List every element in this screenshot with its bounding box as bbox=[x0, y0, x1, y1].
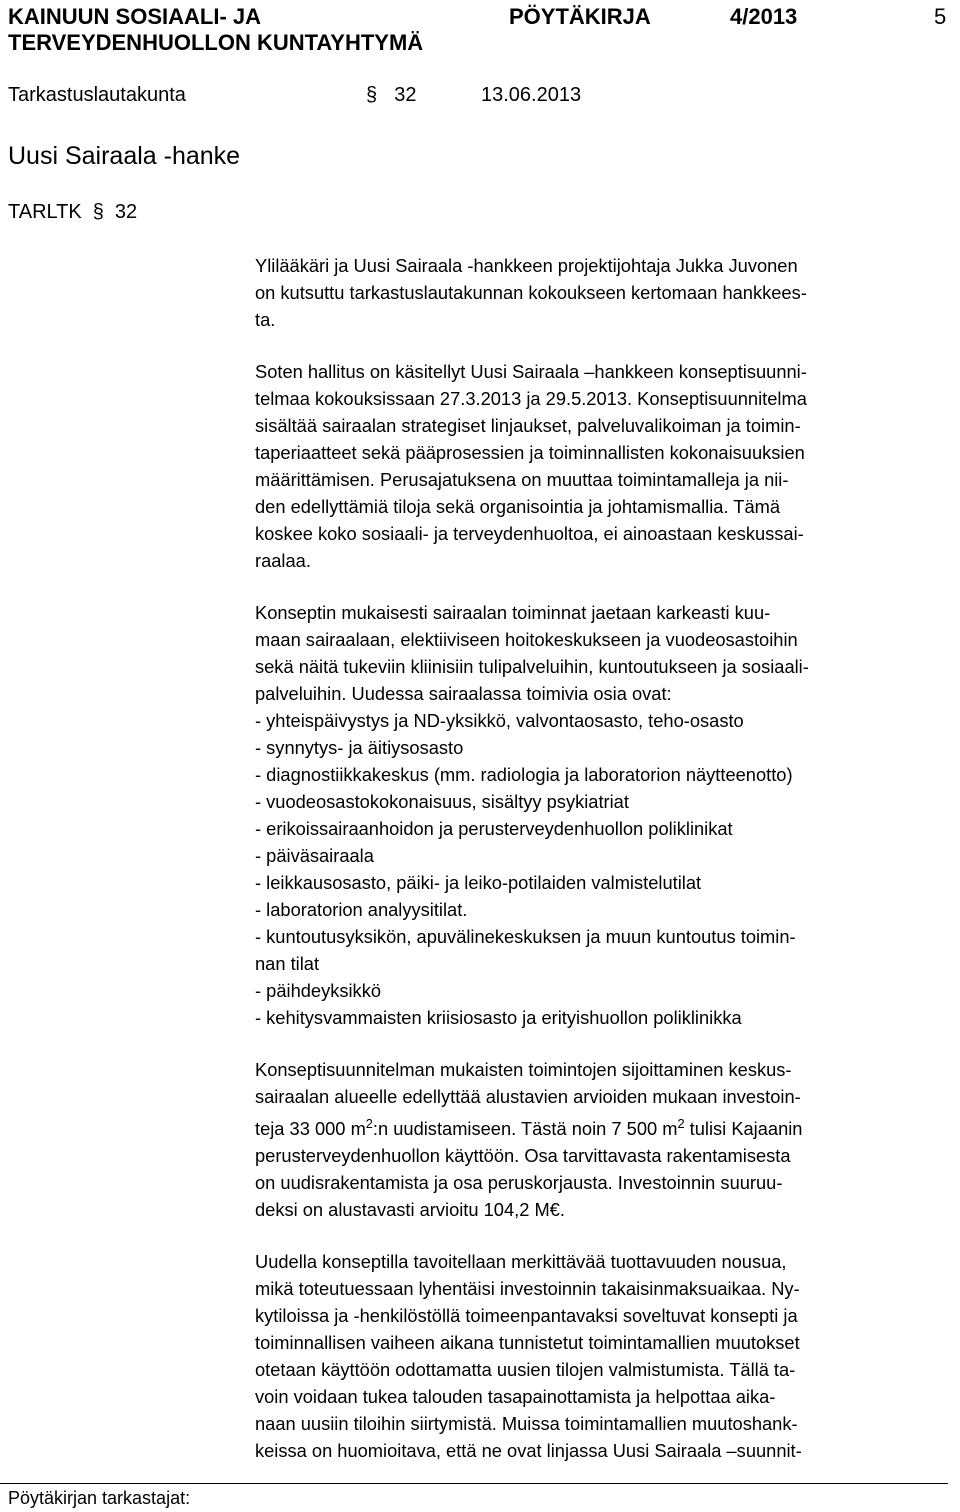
text-line: on kutsuttu tarkastuslautakunnan kokoukseen kertomaan hankkees- bbox=[255, 282, 807, 303]
text-line: sairaalan alueelle edellyttää alustavien arvioiden mukaan investoin- bbox=[255, 1086, 801, 1107]
list-item: - diagnostiikkakeskus (mm. radiologia ja laboratorion näytteenotto) bbox=[255, 764, 793, 785]
paragraph-board-decision bbox=[255, 358, 955, 574]
list-item: - yhteispäivystys ja ND-yksikkö, valvontaosasto, teho-osasto bbox=[255, 710, 744, 731]
paragraph-productivity bbox=[255, 1248, 955, 1464]
list-item: - laboratorion analyysitilat. bbox=[255, 899, 468, 920]
text-line: voin voidaan tukea talouden tasapainottamista ja helpottaa aika- bbox=[255, 1386, 776, 1408]
list-item: - päihdeyksikkö bbox=[255, 980, 381, 1001]
text-line: perusterveydenhuollon käyttöön. Osa tarvittavasta rakentamisesta bbox=[255, 1145, 791, 1167]
paragraph-concept-units bbox=[255, 599, 955, 1031]
text-line: ta. bbox=[255, 309, 276, 330]
text-line: Soten hallitus on käsitellyt Uusi Sairaala –hankkeen konseptisuunni- bbox=[255, 361, 807, 382]
text-line: den edellyttämiä tiloja sekä organisointia ja johtamismallia. Tämä bbox=[255, 496, 781, 517]
list-item: - kuntoutusyksikön, apuvälinekeskuksen ja muun kuntoutus toimin- bbox=[255, 926, 796, 947]
list-item: - leikkausosasto, päiki- ja leiko-potilaiden valmistelutilat bbox=[255, 872, 702, 893]
text-line: keissa on huomioitava, että ne ovat linjassa Uusi Sairaala –suunnit- bbox=[255, 1440, 802, 1462]
document-number: 4/2013 bbox=[730, 4, 798, 29]
text-line: naan uusiin tiloihin siirtymistä. Muissa toimintamallien muutoshank- bbox=[255, 1413, 798, 1435]
section-number: 32 bbox=[394, 84, 417, 106]
organization-name-line1: KAINUUN SOSIAALI- JA bbox=[8, 4, 262, 29]
page-title: Uusi Sairaala -hanke bbox=[8, 142, 241, 170]
footer-reviewers-label: Pöytäkirjan tarkastajat: bbox=[8, 1488, 191, 1508]
text-line: Ylilääkäri ja Uusi Sairaala -hankkeen projektijohtaja Jukka Juvonen bbox=[255, 255, 798, 276]
list-item: - synnytys- ja äitiysosasto bbox=[255, 737, 464, 758]
text-line: otetaan käyttöön odottamatta uusien tilojen valmistumista. Tällä ta- bbox=[255, 1359, 796, 1381]
header-section-reference bbox=[366, 84, 417, 107]
text-line: teja 33 000 $m^2:n$ uudistamiseen. Tästä noin 7 500 $m^2$ tulisi Kajaanin bbox=[255, 1116, 803, 1140]
text-line: mikä toteutuessaan lyhentäisi investoinnin takaisinmaksuaikaa. Ny- bbox=[255, 1278, 800, 1300]
section-sign: § bbox=[366, 84, 378, 106]
section-reference bbox=[8, 201, 137, 224]
text-line: toiminnallisen vaiheen aikana tunnistetut toimintamallien muutokset bbox=[255, 1332, 800, 1354]
text-line: palveluihin. Uudessa sairaalassa toimivia osia ovat: bbox=[255, 683, 672, 704]
text-line: Uudella konseptilla tavoitellaan merkittävää tuottavuuden nousua, bbox=[255, 1251, 787, 1273]
text-line: sisältää sairaalan strategiset linjaukset, palveluvalikoiman ja toimin- bbox=[255, 415, 801, 436]
body-text bbox=[255, 252, 955, 1464]
text-line: telmaa kokouksissaan 27.3.2013 ja 29.5.2013. Konseptisuunnitelma bbox=[255, 388, 807, 409]
organization-name-line2: TERVEYDENHUOLLON KUNTAYHTYMÄ bbox=[8, 30, 424, 55]
text-line: Konseptisuunnitelman mukaisten toimintojen sijoittaminen keskus- bbox=[255, 1059, 792, 1080]
text-line: sekä näitä tukeviin kliinisiin tulipalveluihin, kuntoutukseen ja sosiaali- bbox=[255, 656, 809, 677]
page-number: 5 bbox=[934, 4, 947, 29]
board-name: Tarkastuslautakunta bbox=[8, 84, 186, 106]
footer-divider bbox=[0, 1483, 948, 1484]
list-item: - kehitysvammaisten kriisiosasto ja erityishuollon poliklinikka bbox=[255, 1007, 742, 1028]
text-line: raalaa. bbox=[255, 550, 311, 571]
section-number: 32 bbox=[114, 201, 138, 223]
list-item: - päiväsairaala bbox=[255, 845, 374, 866]
meeting-date: 13.06.2013 bbox=[481, 84, 582, 106]
list-item: - vuodeosastokokonaisuus, sisältyy psykiatriat bbox=[255, 791, 629, 812]
text-line: kytiloissa ja -henkilöstöllä toimeenpantavaksi soveltuvat konsepti ja bbox=[255, 1305, 798, 1327]
list-item: - erikoissairaanhoidon ja perusterveydenhuollon poliklinikat bbox=[255, 818, 733, 839]
text-line: maan sairaalaan, elektiiviseen hoitokeskukseen ja vuodeosastoihin bbox=[255, 629, 798, 650]
text-line: määrittämisen. Perusajatuksena on muuttaa toimintamalleja ja nii- bbox=[255, 469, 789, 490]
text-line: deksi on alustavasti arvioitu 104,2 M€. bbox=[255, 1199, 565, 1221]
text-line: taperiaatteet sekä pääprosessien ja toiminnallisten kokonaisuuksien bbox=[255, 442, 805, 463]
section-prefix: TARLTK bbox=[8, 201, 82, 223]
paragraph-intro bbox=[255, 252, 955, 333]
text-line: koskee koko sosiaali- ja terveydenhuoltoa, ei ainoastaan keskussai- bbox=[255, 523, 804, 544]
text-line: on uudisrakentamista ja osa peruskorjausta. Investoinnin suuruu- bbox=[255, 1172, 783, 1194]
list-item: nan tilat bbox=[255, 953, 320, 974]
section-sign: § bbox=[92, 201, 104, 223]
text-line: Konseptin mukaisesti sairaalan toiminnat jaetaan karkeasti kuu- bbox=[255, 602, 771, 623]
paragraph-investment bbox=[255, 1056, 955, 1223]
document-type: PÖYTÄKIRJA bbox=[509, 4, 651, 29]
